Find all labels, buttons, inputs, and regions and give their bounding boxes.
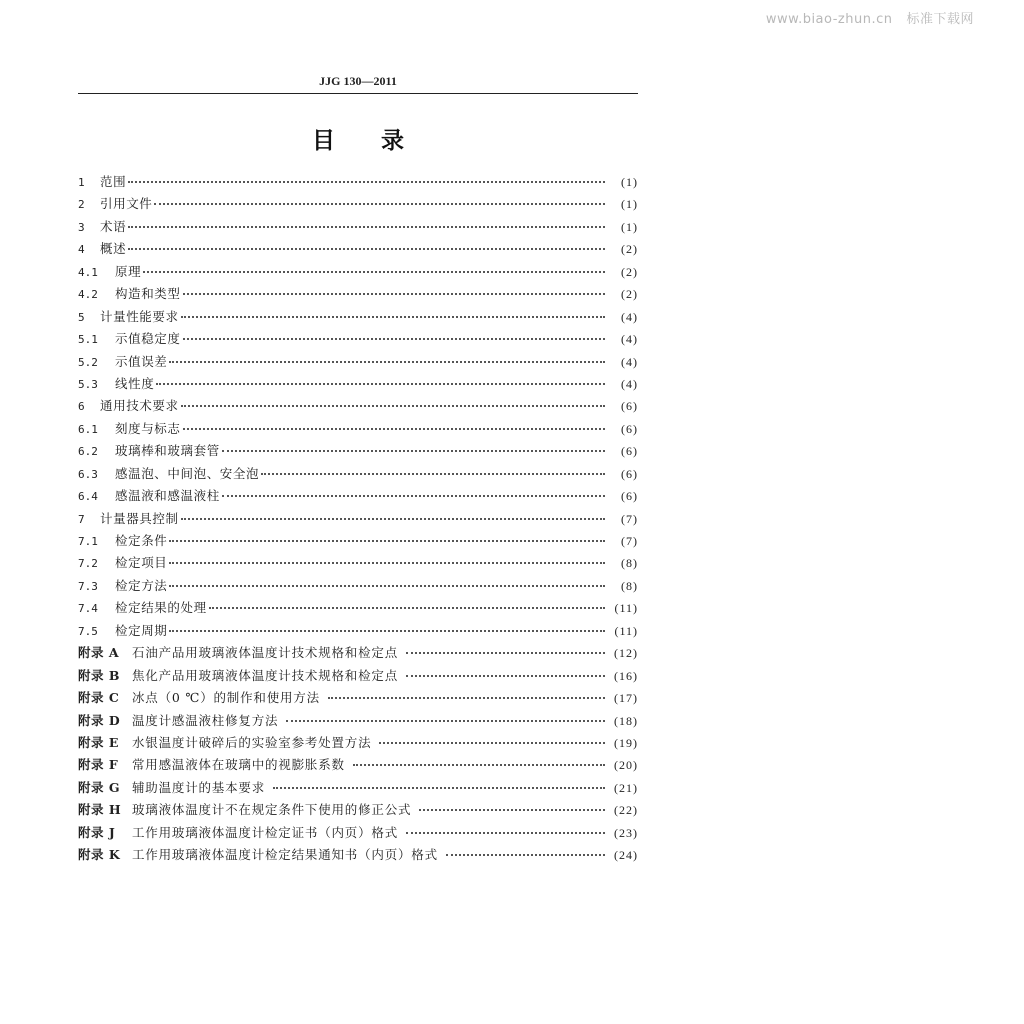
toc-entry-page: (18) <box>614 713 638 728</box>
toc-entry-page: (24) <box>614 848 638 863</box>
toc-entry[interactable] <box>78 576 638 598</box>
toc-dot-leader <box>446 853 605 856</box>
toc-entry-title: 刻度与标志 <box>115 420 181 436</box>
toc-entry-page: (19) <box>614 735 638 750</box>
toc-entry-title: 检定条件 <box>115 533 168 548</box>
toc-dot-leader <box>379 741 605 744</box>
toc-entry[interactable] <box>78 374 638 396</box>
toc-entry-title: 石油产品用玻璃液体温度计技术规格和检定点 <box>132 645 399 661</box>
toc-entry[interactable] <box>78 688 638 710</box>
toc-dot-leader <box>181 315 605 318</box>
toc-entry-page: (4) <box>621 332 638 347</box>
toc-entry-number: 5.3 <box>78 377 98 391</box>
toc-dot-leader <box>222 494 605 497</box>
toc-entry-page: (8) <box>621 556 638 571</box>
toc-entry-number: 3 <box>78 220 85 234</box>
toc-entry-page: (1) <box>621 219 638 234</box>
toc-entry-number: 1 <box>78 176 85 189</box>
toc-entry-title: 范围 <box>100 174 127 189</box>
toc-entry[interactable] <box>78 553 638 575</box>
toc-entry-page: (6) <box>621 489 638 504</box>
toc-entry-number: 7 <box>78 512 85 526</box>
toc-entry[interactable] <box>78 284 638 306</box>
toc-entry-page: (6) <box>621 444 638 459</box>
watermark-name: 标准下载网 <box>906 12 974 27</box>
toc-entry-title: 辅助温度计的基本要求 <box>132 779 266 795</box>
toc-entry-number: 5 <box>78 310 85 324</box>
toc-entry-title: 水银温度计破碎后的实验室参考处置方法 <box>132 734 372 750</box>
toc-entry-number: 7.1 <box>78 535 98 548</box>
toc-entry-number: 7.5 <box>78 624 98 638</box>
toc-entry-title: 示值误差 <box>115 353 168 369</box>
toc-dot-leader <box>406 831 605 834</box>
toc-entry-title: 常用感温液体在玻璃中的视膨胀系数 <box>132 757 345 773</box>
toc-entry-page: (2) <box>621 287 638 302</box>
toc-entry-page: (6) <box>621 421 638 436</box>
toc-entry-number: 附录 F <box>78 757 119 773</box>
toc-entry-title: 冰点（0 ℃）的制作和使用方法 <box>132 690 320 706</box>
toc-entry-number: 附录 J <box>78 824 116 840</box>
toc-entry-number: 附录 D <box>78 712 121 728</box>
toc-entry-title: 计量性能要求 <box>100 308 179 324</box>
site-watermark <box>766 8 974 27</box>
toc-entry[interactable] <box>78 531 638 553</box>
toc-entry-page: (4) <box>621 309 638 324</box>
toc-entry-number: 附录 B <box>78 667 120 683</box>
toc-entry[interactable] <box>78 194 638 216</box>
toc-entry-title: 通用技术要求 <box>100 398 179 414</box>
toc-entry-number: 附录 C <box>78 690 120 706</box>
toc-entry[interactable] <box>78 464 638 486</box>
toc-entry-page: (12) <box>614 646 638 661</box>
toc-entry[interactable] <box>78 711 638 733</box>
toc-entry-title: 构造和类型 <box>115 286 181 302</box>
toc-dot-leader <box>128 247 605 250</box>
toc-entry[interactable] <box>78 352 638 374</box>
toc-entry[interactable] <box>78 441 638 463</box>
toc-entry-page: (7) <box>621 511 638 526</box>
toc-dot-leader <box>222 449 605 452</box>
toc-dot-leader <box>169 539 605 542</box>
header-divider <box>78 93 638 94</box>
toc-dot-leader <box>183 337 605 340</box>
toc-entry-page: (1) <box>621 197 638 212</box>
toc-entry-title: 玻璃棒和玻璃套管 <box>115 443 220 459</box>
toc-entry[interactable] <box>78 262 638 284</box>
toc-dot-leader <box>261 472 605 475</box>
toc-entry-number: 4 <box>78 243 85 257</box>
table-of-contents <box>78 172 638 868</box>
toc-entry-number: 4.1 <box>78 265 98 279</box>
watermark-site: www.biao-zhun.cn <box>765 12 893 27</box>
toc-entry-page: (8) <box>621 578 638 593</box>
toc-entry-title: 焦化产品用玻璃液体温度计技术规格和检定点 <box>132 667 399 683</box>
toc-entry-page: (20) <box>614 758 638 773</box>
toc-entry-number: 7.2 <box>78 557 98 571</box>
toc-entry[interactable] <box>78 845 638 867</box>
toc-entry-number: 6.4 <box>78 490 98 504</box>
toc-entry[interactable] <box>78 509 638 531</box>
toc-entry[interactable] <box>78 217 638 239</box>
toc-entry[interactable] <box>78 755 638 777</box>
toc-entry-page: (2) <box>621 264 638 279</box>
toc-entry-title: 原理 <box>115 263 142 279</box>
toc-dot-leader <box>353 763 605 766</box>
toc-entry-page: (22) <box>614 803 638 818</box>
toc-entry[interactable] <box>78 239 638 261</box>
toc-entry-page: (4) <box>621 354 638 369</box>
toc-title: 目录 <box>312 128 450 154</box>
toc-dot-leader <box>209 606 605 609</box>
toc-entry[interactable] <box>78 329 638 351</box>
toc-entry-page: (11) <box>614 623 638 638</box>
toc-dot-leader <box>328 696 605 699</box>
toc-entry-title: 检定周期 <box>115 622 168 638</box>
toc-entry[interactable] <box>78 666 638 688</box>
toc-entry-title: 概述 <box>100 241 127 257</box>
toc-entry-title: 检定结果的处理 <box>115 600 207 616</box>
toc-entry-page: (21) <box>614 780 638 795</box>
toc-entry-title: 感温泡、中间泡、安全泡 <box>115 465 260 481</box>
toc-entry-number: 6.1 <box>78 422 98 436</box>
toc-entry-title: 玻璃液体温度计不在规定条件下使用的修正公式 <box>132 802 412 818</box>
toc-entry-title: 引用文件 <box>100 196 153 212</box>
toc-dot-leader <box>181 404 605 407</box>
toc-entry-page: (1) <box>621 175 638 189</box>
toc-entry-number: 6 <box>78 400 85 414</box>
toc-dot-leader <box>419 808 605 811</box>
toc-entry-title: 计量器具控制 <box>100 510 179 526</box>
toc-dot-leader <box>406 674 605 677</box>
toc-dot-leader <box>169 629 605 632</box>
toc-entry-title: 检定项目 <box>115 555 168 571</box>
toc-entry[interactable] <box>78 486 638 508</box>
toc-dot-leader <box>128 225 605 228</box>
toc-entry[interactable] <box>78 733 638 755</box>
toc-entry-number: 6.3 <box>78 467 98 481</box>
toc-entry-number: 2 <box>78 198 85 212</box>
toc-entry-page: (6) <box>621 399 638 414</box>
toc-entry[interactable] <box>78 800 638 822</box>
toc-entry-number: 6.2 <box>78 445 98 459</box>
toc-dot-leader <box>273 786 605 789</box>
toc-dot-leader <box>169 584 605 587</box>
toc-entry-title: 感温液和感温液柱 <box>115 488 220 504</box>
toc-entry[interactable] <box>78 621 638 643</box>
toc-entry-title: 工作用玻璃液体温度计检定证书（内页）格式 <box>132 824 399 840</box>
toc-entry-title: 示值稳定度 <box>115 331 181 347</box>
toc-dot-leader <box>154 202 605 205</box>
toc-entry-title: 工作用玻璃液体温度计检定结果通知书（内页）格式 <box>132 847 438 863</box>
toc-entry-page: (6) <box>621 466 638 481</box>
toc-entry-page: (11) <box>614 601 638 616</box>
toc-dot-leader <box>143 270 605 273</box>
toc-dot-leader <box>169 561 605 564</box>
toc-entry-number: 4.2 <box>78 288 98 302</box>
toc-entry-number: 5.1 <box>78 333 98 347</box>
toc-entry-page: (2) <box>621 242 638 257</box>
toc-entry[interactable] <box>78 396 638 418</box>
toc-entry-number: 附录 H <box>78 802 122 818</box>
toc-entry-page: (16) <box>614 668 638 683</box>
toc-dot-leader <box>156 382 605 385</box>
toc-entry[interactable] <box>78 307 638 329</box>
toc-dot-leader <box>183 427 605 430</box>
toc-dot-leader <box>183 292 605 295</box>
toc-entry-number: 附录 K <box>78 847 121 863</box>
toc-entry[interactable] <box>78 598 638 620</box>
toc-entry[interactable] <box>78 172 638 194</box>
toc-entry-page: (23) <box>614 825 638 840</box>
toc-dot-leader <box>286 719 605 722</box>
toc-entry-number: 附录 A <box>78 645 120 661</box>
toc-entry[interactable] <box>78 778 638 800</box>
toc-dot-leader <box>169 360 605 363</box>
toc-entry-number: 7.4 <box>78 602 98 616</box>
toc-dot-leader <box>181 517 605 520</box>
document-code-header: JJG 130—2011 <box>319 74 397 88</box>
toc-entry-page: (17) <box>614 691 638 706</box>
toc-entry[interactable] <box>78 643 638 665</box>
toc-entry[interactable] <box>78 823 638 845</box>
toc-entry-title: 温度计感温液柱修复方法 <box>132 712 279 728</box>
toc-entry-title: 检定方法 <box>115 577 168 593</box>
toc-entry-title: 术语 <box>100 218 127 234</box>
toc-dot-leader <box>128 180 605 183</box>
toc-entry-page: (4) <box>621 376 638 391</box>
toc-entry-number: 附录 G <box>78 779 121 795</box>
toc-entry-number: 附录 E <box>78 734 119 750</box>
toc-entry-title: 线性度 <box>115 375 155 391</box>
toc-dot-leader <box>406 651 605 654</box>
toc-entry[interactable] <box>78 419 638 441</box>
toc-entry-number: 7.3 <box>78 579 98 593</box>
toc-entry-page: (7) <box>621 534 638 548</box>
toc-entry-number: 5.2 <box>78 355 98 369</box>
